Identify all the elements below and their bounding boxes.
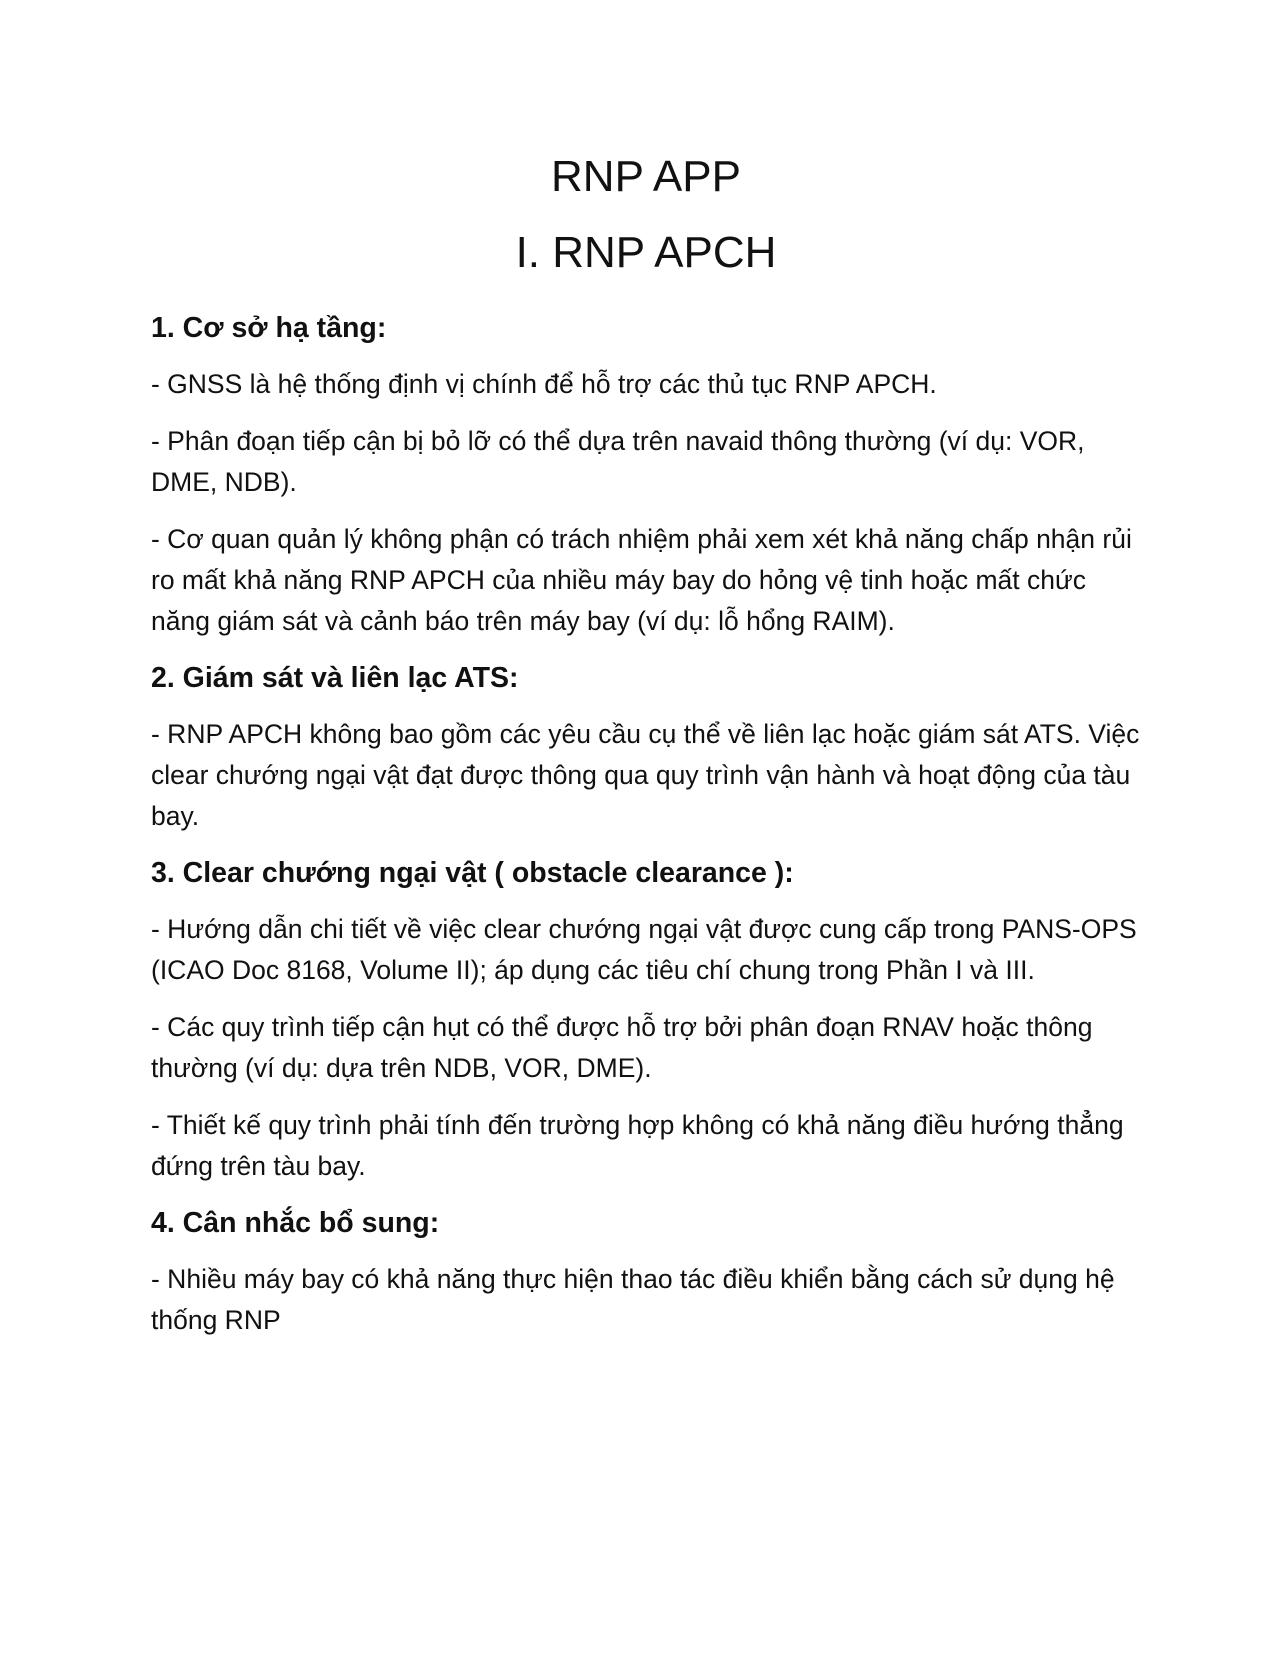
section-heading: 3. Clear chướng ngại vật ( obstacle clearance ): <box>151 857 794 889</box>
section-infrastructure <box>151 308 1141 642</box>
section-heading: 2. Giám sát và liên lạc ATS: <box>151 662 519 694</box>
paragraph: - Thiết kế quy trình phải tính đến trường hợp không có khả năng điều hướng thẳng đứng trên tàu bay. <box>151 1110 1124 1181</box>
section-ats-surveillance <box>151 658 1141 837</box>
paragraph: - Các quy trình tiếp cận hụt có thể được hỗ trợ bởi phân đoạn RNAV hoặc thông thường (ví dụ: dựa trên NDB, VOR, DME). <box>151 1012 1093 1083</box>
paragraph: - Phân đoạn tiếp cận bị bỏ lỡ có thể dựa trên navaid thông thường (ví dụ: VOR, DME, NDB). <box>151 426 1085 497</box>
paragraph: - Hướng dẫn chi tiết về việc clear chướng ngại vật được cung cấp trong PANS-OPS (ICAO Doc 8168, Volume II); áp dụng các tiêu chí chung trong Phần I và III. <box>151 914 1137 985</box>
paragraph: - GNSS là hệ thống định vị chính để hỗ trợ các thủ tục RNP APCH. <box>151 369 937 399</box>
paragraph: - Nhiều máy bay có khả năng thực hiện thao tác điều khiển bằng cách sử dụng hệ thống RNP <box>151 1264 1115 1335</box>
section-additional-considerations <box>151 1203 1141 1341</box>
document-subtitle: I. RNP APCH <box>515 228 777 277</box>
section-heading: 1. Cơ sở hạ tầng: <box>151 312 387 344</box>
document-title: RNP APP <box>551 152 741 201</box>
section-heading: 4. Cân nhắc bổ sung: <box>151 1207 440 1239</box>
document-body <box>151 150 1141 1357</box>
paragraph: - Cơ quan quản lý không phận có trách nhiệm phải xem xét khả năng chấp nhận rủi ro mất khả năng RNP APCH của nhiều máy bay do hỏng vệ tinh hoặc mất chức năng giám sát và cảnh báo trên máy bay (ví dụ: lỗ hổng RAIM). <box>151 524 1132 636</box>
section-obstacle-clearance <box>151 853 1141 1187</box>
paragraph: - RNP APCH không bao gồm các yêu cầu cụ thể về liên lạc hoặc giám sát ATS. Việc clear chướng ngại vật đạt được thông qua quy trình vận hành và hoạt động của tàu bay. <box>151 719 1140 831</box>
